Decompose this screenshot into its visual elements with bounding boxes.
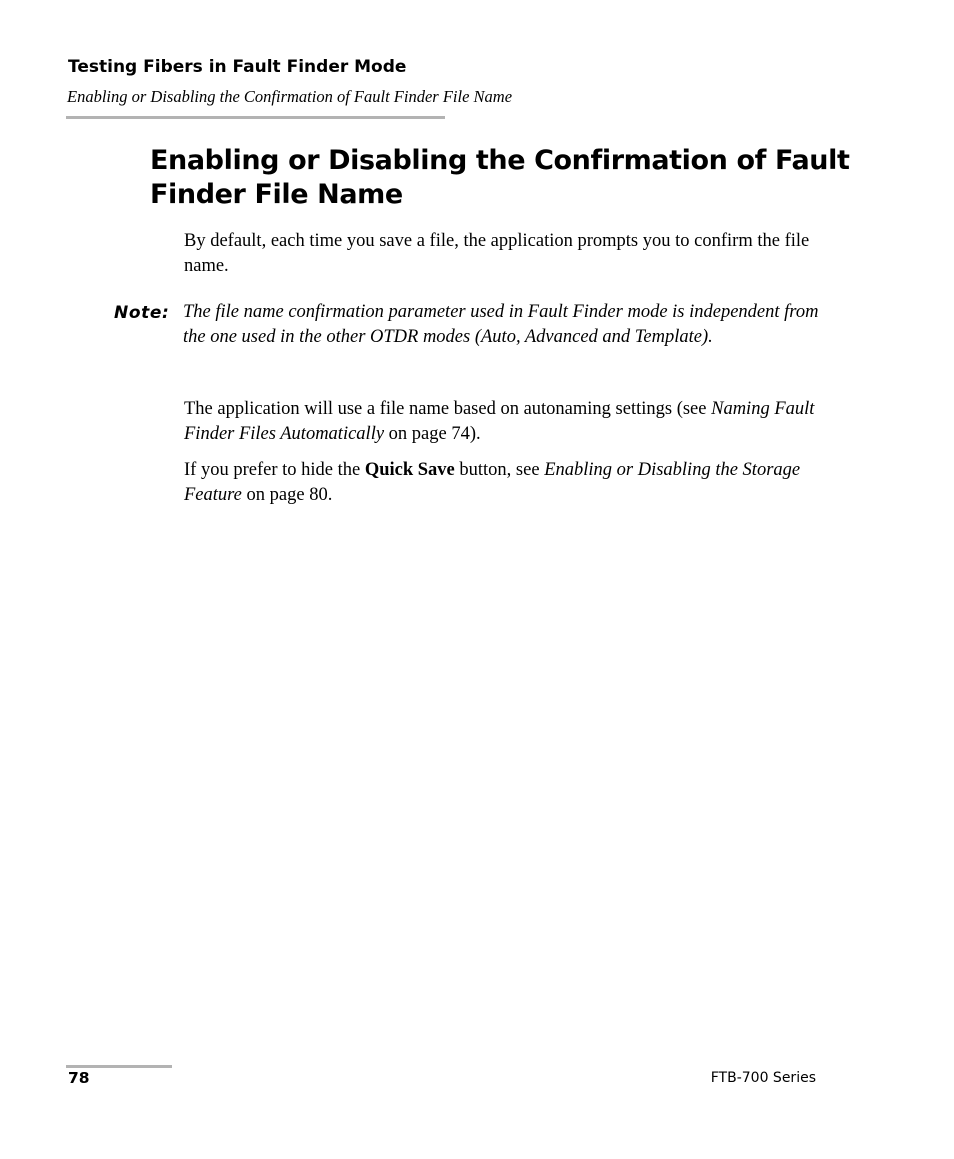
intro-paragraph: By default, each time you save a file, the application prompts you to confirm the file name. — [184, 231, 810, 276]
quick-save-prefix: If you prefer to hide the — [184, 460, 365, 480]
page-number: 78 — [68, 1069, 90, 1087]
quick-save-suffix: on page 80. — [241, 485, 333, 505]
naming-files-crossref-link[interactable]: Naming Fault Finder Files Automatically — [184, 399, 815, 444]
footer-divider — [66, 1065, 172, 1068]
section-heading: Enabling or Disabling the Confirmation of Fault Finder File Name — [150, 145, 850, 210]
running-header-title: Testing Fibers in Fault Finder Mode — [68, 57, 407, 77]
autonaming-paragraph — [184, 397, 834, 447]
quick-save-button-label: Quick Save — [364, 460, 455, 480]
running-header-subtitle: Enabling or Disabling the Confirmation of Fault Finder File Name — [67, 87, 513, 106]
quick-save-paragraph — [184, 458, 834, 508]
autonaming-prefix: The application will use a file name based on autonaming settings (see — [184, 399, 712, 419]
autonaming-suffix: on page 74). — [384, 424, 481, 444]
product-name: FTB-700 Series — [710, 1070, 816, 1086]
note-label: Note: — [114, 303, 170, 323]
storage-feature-crossref-link[interactable]: Enabling or Disabling the Storage Feature — [184, 460, 801, 505]
note-text: The file name confirmation parameter used in Fault Finder mode is independent from the one used in the other OTDR modes (Auto, Advanced and Template). — [183, 302, 819, 347]
header-divider — [66, 116, 445, 119]
quick-save-middle: button, see — [454, 460, 545, 480]
